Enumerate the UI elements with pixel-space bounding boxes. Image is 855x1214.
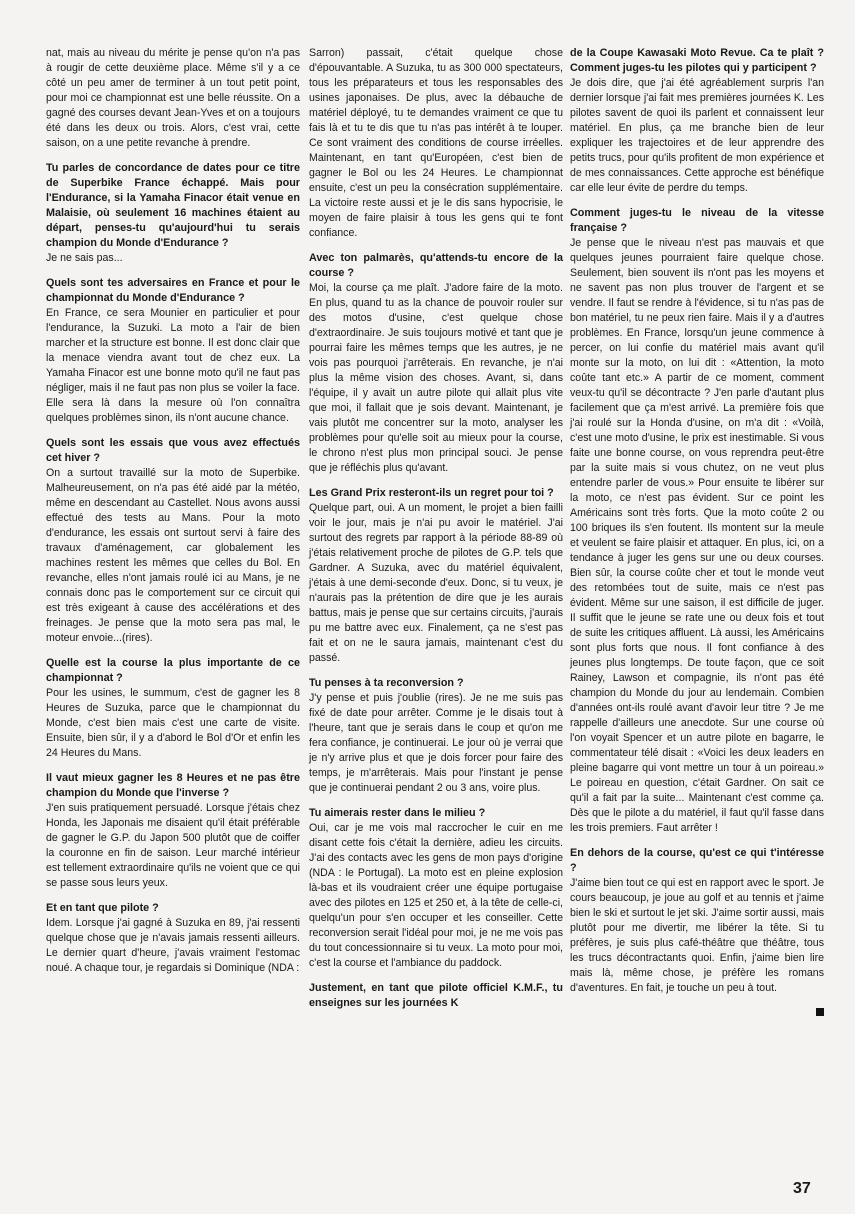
interview-question: Les Grand Prix resteront-ils un regret pour toi ? [309, 487, 554, 499]
answer-paragraph: En France, ce sera Mounier en particulier et pour l'endurance, la Suzuki. La moto a l'air de bien marcher et la structure est bonne. Il est donc clair que la menace viendra avant tout de chez eux. La Yamaha Finacor est une bonne moto qu'il ne faut pas négliger, mais il ne faut pas non plus se voiler la face. Elle sera là dans la mesure où l'on connaîtra quelques problèmes sinon, ils n'ont aucune chance. [46, 307, 300, 424]
interview-question: Tu parles de concordance de dates pour ce titre de Superbike France échappé. Mais pour l'Endurance, si la Yamaha Finacor était venue en Malaisie, où seulement 16 machines étaient au départ, penses-tu qu'aujourd'hui tu serais champion du Monde d'Endurance ? [46, 162, 300, 249]
interview-question: Quels sont tes adversaires en France et pour le championnat du Monde d'Endurance ? [46, 277, 300, 304]
answer-paragraph: Idem. Lorsque j'ai gagné à Suzuka en 89, j'ai ressenti quelque chose que je n'avais jamais ressenti ailleurs. Le dernier quart d'heure, j'avais vraiment l'estomac noué. A chaque tour, je regardais si Dominique (NDA : [46, 917, 300, 974]
column-3 [570, 46, 824, 1016]
answer-paragraph: Je dois dire, que j'ai été agréablement surpris l'an dernier lorsque j'ai fait mes premières journées K. Les pilotes savent de quoi ils parlent et connaissent leur matériel. En plus, ça me branche bien de leur expliquer les trajectoires et de leur apprendre des petits trucs, pour qu'ils profitent de mon expérience et de mes connaissances. Cette approche est bénéfique car elle leur évite de perdre du temps. [570, 77, 824, 194]
answer-paragraph: On a surtout travaillé sur la moto de Superbike. Malheureusement, on n'a pas été aidé par la météo, même en descendant au Castellet. Nous avons aussi effectué des tests au Mans. Pour la moto d'endurance, les essais ont surtout servi à faire des travaux d'aménagement, car globalement les machines restent les mêmes que celles du Bol. En revanche, elles n'ont jamais roulé ici au Mans, je ne connais donc pas le comportement sur ce circuit qui est très exigeant à cause des accélérations et des freinages. Je pense que la moto sera pas mal, le moteur envoie...(rires). [46, 467, 300, 644]
answer-paragraph: Moi, la course ça me plaît. J'adore faire de la moto. En plus, quand tu as la chance de pouvoir rouler sur des motos d'usine, c'est quelque chose d'extraordinaire. Je suis toujours motivé et tant que je pourrai faire les mêmes temps que les autres, je ne vois pas pourquoi j'arrêterais. En revanche, je n'ai plus la même vision des choses. Avant, si, dans l'équipe, il y avait un autre pilote qui allait plus vite que moi, il fallait que je sois devant. Maintenant, je vais plutôt me concentrer sur la moto, analyser les problèmes pour qu'elle soit au mieux pour la course, le chrono n'est plus mon principal souci. Je pense que je réfléchis plus qu'avant. [309, 282, 563, 474]
answer-paragraph: Je pense que le niveau n'est pas mauvais et que quelques jeunes pourraient faire quelque chose. Seulement, bien souvent ils n'ont pas les moyens et ne savent pas non plus trouver de l'argent et se vendre. Il faut se rendre à l'évidence, si tu n'as pas de bon matériel, tu ne peux rien faire. Mais il y a d'autres problèmes. En France, lorsqu'un jeune commence à percer, on lui confie du matériel mais avant qu'il monte sur la moto, on lui dit : «Attention, la moto coûte tant etc.» A partir de ce moment, comment veux-tu qu'il se décontracte ? J'en parle d'autant plus facilement que ça m'est arrivé. La première fois que j'ai roulé sur la Honda d'usine, on m'a dit : «Voilà, c'est une moto d'usine, le prix est inestimable. Si vous faite une bonne course, on vous reprendra peut-être par la suite mais si vous chutez, on ne veut plus entendre parler de vous.» Pour ensuite te libérer sur la moto, ce n'est pas évident. Sur ce point les Américains sont très forts. Que la moto coûte 2 ou 100 briques ils s'en foutent. Ils montent sur la meule et veulent se faire plaisir et attaquer. En plus, ici, on a tendance à juger les gens sur une ou deux courses. Bien sûr, la course coûte cher et tout le monde veut des retombées tout de suite, mais ce n'est pas évident. Même sur une saison, il est difficile de juger. Il suffit que le jeune se rate une ou deux fois et tout de suite les critiques affluent. Là aussi, les Américains sont plus forts que nous. Il font confiance à des jeunes plus longtemps. De toute façon, que ce soit Rainey, Lawson et compagnie, ils n'ont pas été champion du Monde du jour au lendemain. Combien d'années ont-ils roulé avant d'avoir leur titre ? Je me rappelle d'ailleurs une anecdote. Sur une course où l'on voyait Spencer et un autre pilote en bagarre, le commentateur télé disait : «Voici les deux leaders en pleine bagarre qui vont mettre un tour à un poireau.» Le poireau en question, c'était Gardner. On sait ce qu'il a fait par la suite... Maintenant c'est comme ça. Dès que le pilote a du matériel, il faut qu'il fasse dans les trois premiers. Faut arrêter ! [570, 237, 824, 834]
answer-paragraph: J'y pense et puis j'oublie (rires). Je ne me suis pas fixé de date pour arrêter. Comme je le disais tout à l'heure, tant que je serais dans le coup et qu'on me fera confiance, je continuerai. Le jour où je verrai que je n'y arrive plus et que je dois forcer pour faire des temps, je m'arrêterais. Mais pour l'instant je pense que je continuerai pendant 2 ou 3 ans, voire plus. [309, 692, 563, 794]
answer-paragraph: J'en suis pratiquement persuadé. Lorsque j'étais chez Honda, les Japonais me disaient qu'il était préférable de gagner le G.P. du Japon 500 plutôt que de coiffer la couronne en fin de saison. Leur marché intérieur est tellement extraordinaire qu'ils ne voient que ce qui se passe sous leurs yeux. [46, 802, 300, 889]
interview-question: Il vaut mieux gagner les 8 Heures et ne pas être champion du Monde que l'inverse ? [46, 772, 300, 799]
interview-question: de la Coupe Kawasaki Moto Revue. Ca te plaît ? Comment juges-tu les pilotes qui y participent ? [570, 47, 824, 74]
interview-question: Tu penses à ta reconversion ? [309, 677, 464, 689]
end-of-article-icon [816, 1008, 824, 1016]
interview-question: En dehors de la course, qu'est ce qui t'intéresse ? [570, 847, 824, 874]
page-number: 37 [793, 1180, 811, 1197]
answer-paragraph: nat, mais au niveau du mérite je pense qu'on n'a pas à rougir de cette deuxième place. Même s'il y a ce côté un peu amer de terminer à un tout petit point, pour moi ce championnat est une belle réussite. On a gagné des courses devant Jean-Yves et on a toujours été dans les deux ou trois. Alors, c'est vrai, cette saison, on a une petite revanche à prendre. [46, 47, 300, 149]
interview-question: Comment juges-tu le niveau de la vitesse française ? [570, 207, 824, 234]
answer-paragraph: Je ne sais pas... [46, 252, 123, 264]
answer-paragraph: Oui, car je me vois mal raccrocher le cuir en me disant cette fois c'était la dernière, adieu les circuits. J'ai des contacts avec les gens de mon pays d'origine (NDA : le Portugal). La moto est en pleine explosion là-bas et ils voudraient créer une équipe portugaise avec des pilotes en 125 et 250 et, à la tête de celle-ci, quelqu'un pour s'en occuper et les conseiller. Cette reconversion serait l'idéal pour moi, je ne me vois pas du tout concessionnaire si tu veux. La moto pour moi, c'est la course et l'ambiance du paddock. [309, 822, 563, 969]
answer-paragraph: Pour les usines, le summum, c'est de gagner les 8 Heures de Suzuka, parce que le championnat du Monde, c'est bien mais c'est une carte de visite. Ensuite, bien sûr, il y a d'abord le Bol d'Or et enfin les 24 Heures du Mans. [46, 687, 300, 759]
interview-question: Et en tant que pilote ? [46, 902, 159, 914]
interview-question: Tu aimerais rester dans le milieu ? [309, 807, 486, 819]
interview-question: Avec ton palmarès, qu'attends-tu encore de la course ? [309, 252, 563, 279]
answer-paragraph: J'aime bien tout ce qui est en rapport avec le sport. Je cours beaucoup, je joue au golf et au tennis et j'aime bien le ski et surtout le jet ski. J'aime sortir aussi, mais plutôt pour me divertir, me libérer la tête. Si tu préfères, je suis plus café-théâtre que théâtre, tous les trucs décontractants quoi. Enfin, j'aime bien lire mais là, même chose, je préfère les romans d'aventures. En fait, je touche un peu à tout. [570, 877, 825, 994]
interview-question: Quelle est la course la plus importante de ce championnat ? [46, 657, 300, 684]
column-2 [309, 46, 563, 1011]
answer-paragraph: Quelque part, oui. A un moment, le projet a bien failli voir le jour, mais je n'ai pu avoir le matériel. J'ai surtout des regrets par rapport à la période 88-89 où j'étais relativement proche de pilotes de G.P. tels que Gardner. A Suzuka, avec du matériel équivalent, j'étais à une demi-seconde d'eux. Donc, si tu veux, je n'aurais pas la prétention de dire que je les aurais battus, mais je pense que sur certains circuits, j'aurais pu me battre avec eux. Finalement, ça ne s'est pas fait et on ne le saura jamais, maintenant c'est du passé. [309, 502, 563, 664]
interview-question: Justement, en tant que pilote officiel K.M.F., tu enseignes sur les journées K [309, 982, 563, 1009]
column-1 [46, 46, 300, 984]
answer-paragraph: Sarron) passait, c'était quelque chose d'épouvantable. A Suzuka, tu as 300 000 spectateurs, tous les préparateurs et tous les responsables des usines japonaises. De plus, avec la débauche de matériel déployé, tu te demandes vraiment ce que tu fais là et tu te dis que tu n'as pas intérêt à te louper. Ce sont vraiment des conditions de course irréelles. Maintenant, en tant qu'Européen, c'est bien de gagner le Bol ou les 24 Heures. Le championnat ensuite, c'est un peu la consécration supplémentaire. La victoire reste aussi et je le dis sans hypocrisie, le moyen de faire plaisir à tous les gens qui te font confiance. [309, 47, 563, 239]
interview-question: Quels sont les essais que vous avez effectués cet hiver ? [46, 437, 300, 464]
